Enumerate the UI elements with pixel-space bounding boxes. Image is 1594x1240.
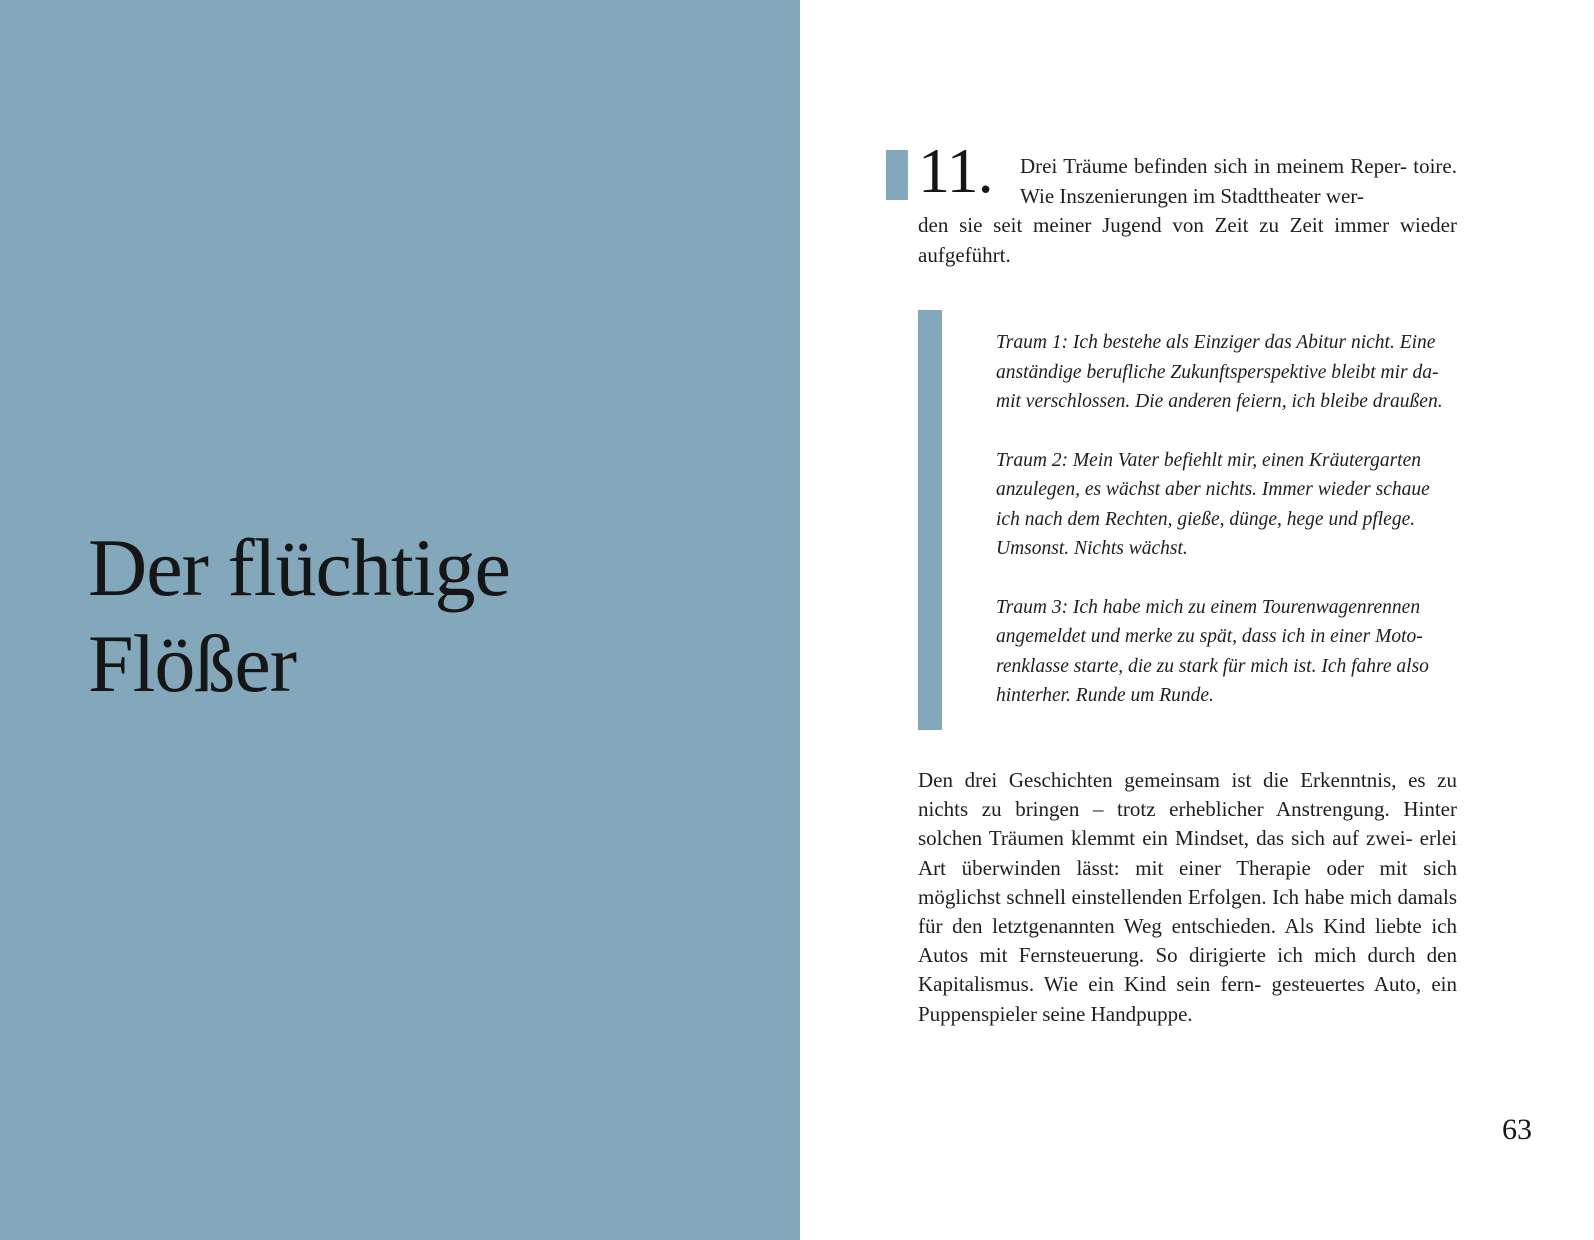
right-page (800, 0, 1594, 1240)
page-number: 63 (1502, 1113, 1532, 1146)
dream-quotes (996, 328, 1451, 740)
body-paragraph: Den drei Geschichten gemeinsam ist die Erkenntnis, es zu nichts zu bringen – trotz erheblicher Anstrengung. Hinter solchen Träumen klemmt ein Mindset, das sich auf zwei- erlei Art überwinden lässt: mit einer Therapie oder mit sich möglichst schnell einstellenden Erfolgen. Ich habe mich damals für den letztgenannten Weg entschieden. Als Kind liebte ich Autos mit Fernsteuerung. So dirigierte ich mich durch den Kapitalismus. Wie ein Kind sein fern- gesteuertes Auto, ein Puppenspieler seine Handpuppe. (918, 768, 1457, 1026)
chapter-title-line-1: Der flüchtige (88, 522, 510, 613)
dream-3: Traum 3: Ich habe mich zu einem Tourenwagenrennen angemeldet und merke zu spät, dass ich in einer Moto- renklasse starte, die zu stark für mich ist. Ich fahre also hinterher. Runde um Runde. (996, 596, 1429, 706)
lead-paragraph-continuation: den sie seit meiner Jugend von Zeit zu Zeit immer wieder aufgeführt. (918, 213, 1457, 267)
dream-2: Traum 2: Mein Vater befiehlt mir, einen Kräutergarten anzulegen, es wächst aber nichts. Immer wieder schaue ich nach dem Rechten, gieße, dünge, hege und pflege. Umsonst. Nichts wächst. (996, 449, 1430, 559)
chapter-title-line-2: Flößer (88, 618, 297, 709)
section-marker-bar (886, 150, 908, 200)
section-number: 11. (918, 135, 993, 206)
quote-accent-bar (918, 310, 942, 730)
chapter-title (88, 520, 510, 712)
dream-1: Traum 1: Ich bestehe als Einziger das Abitur nicht. Eine anständige berufliche Zukunftsperspektive bleibt mir da- mit verschlossen. Die anderen feiern, ich bleibe draußen. (996, 332, 1443, 412)
lead-paragraph-start: Drei Träume befinden sich in meinem Reper- toire. Wie Inszenierungen im Stadttheater wer- (1020, 154, 1457, 208)
